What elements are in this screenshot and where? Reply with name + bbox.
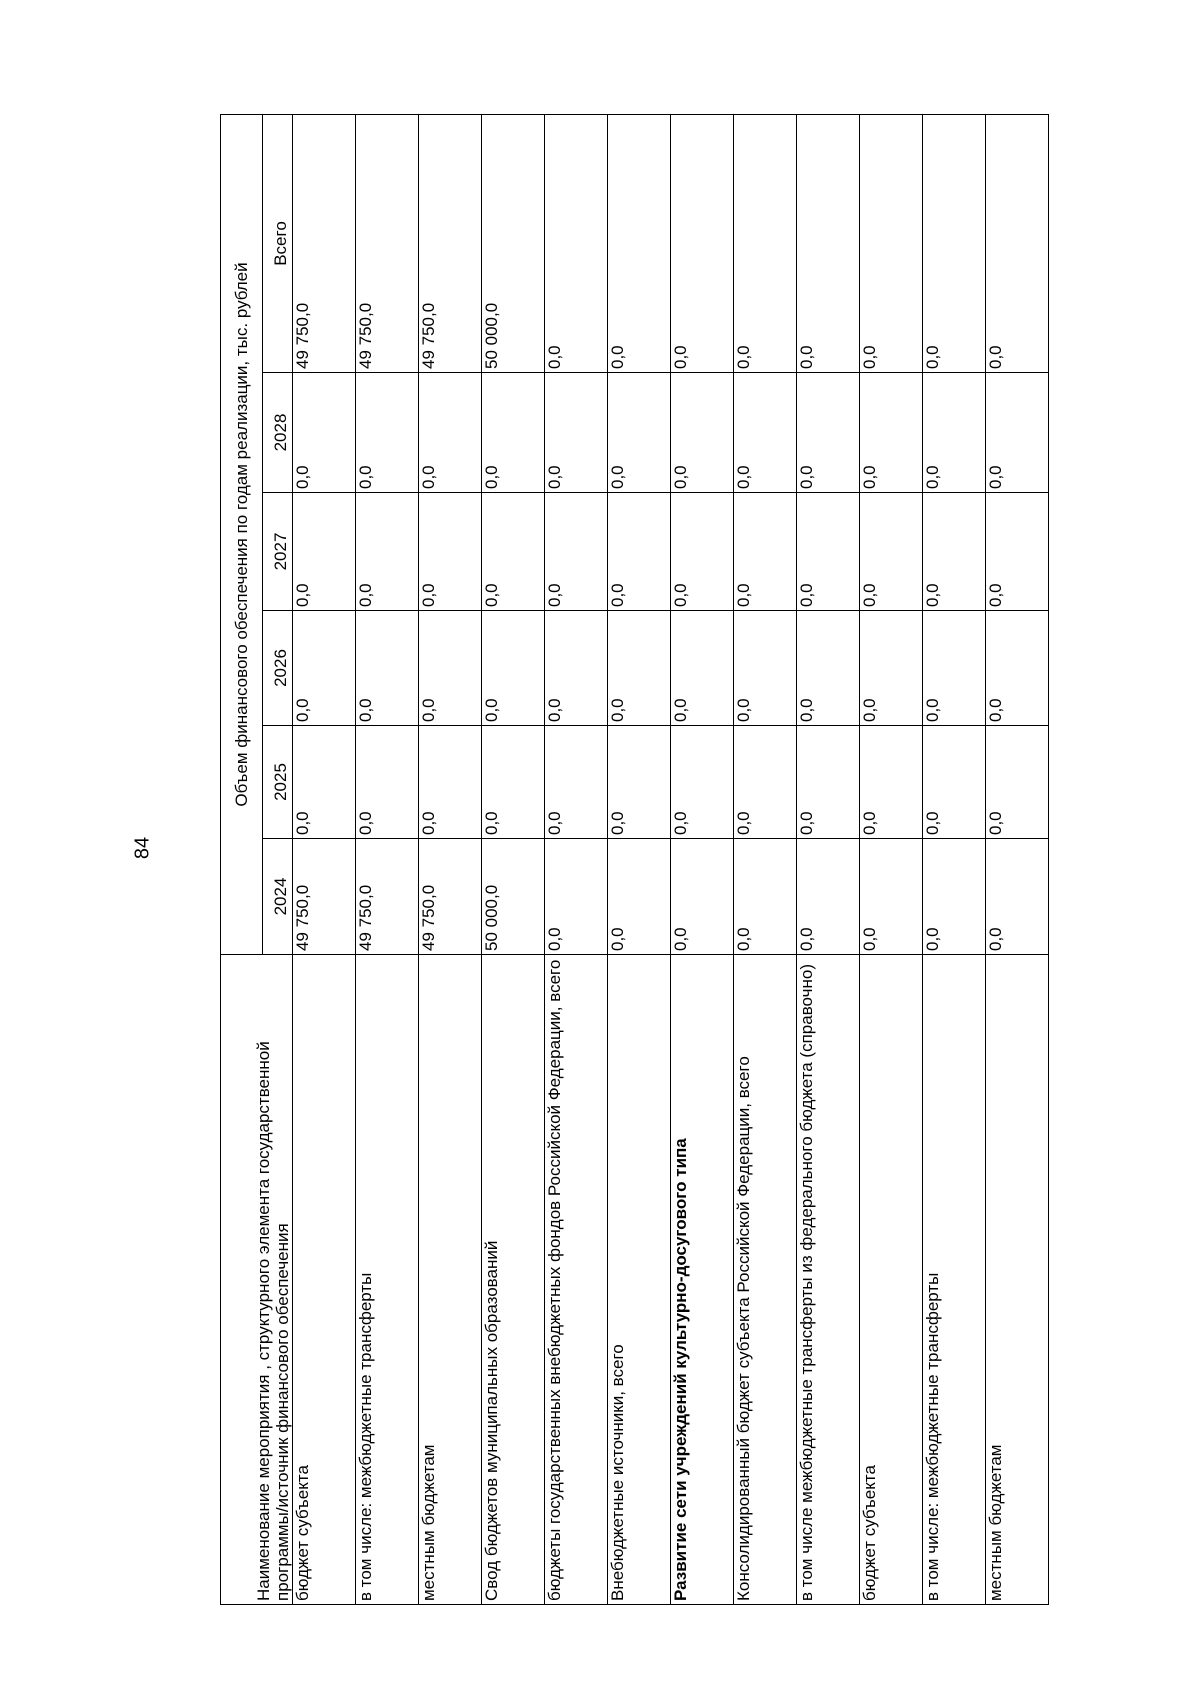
table-row — [608, 115, 671, 1605]
value-cell: 50 000,0 — [482, 839, 545, 955]
value-cell: 49 750,0 — [419, 839, 482, 955]
row-label: в том числе: межбюджетные трансферты — [923, 955, 986, 1605]
row-label: Консолидированный бюджет субъекта Российской Федерации, всего — [734, 955, 797, 1605]
table-row — [545, 115, 608, 1605]
value-cell: 0,0 — [734, 839, 797, 955]
value-cell: 0,0 — [545, 839, 608, 955]
value-cell: 0,0 — [545, 373, 608, 493]
value-cell: 0,0 — [545, 493, 608, 611]
value-cell: 0,0 — [419, 611, 482, 726]
value-cell: 0,0 — [608, 373, 671, 493]
row-label: Свод бюджетов муниципальных образований — [482, 955, 545, 1605]
value-cell: 0,0 — [797, 839, 860, 955]
row-label: Внебюджетные источники, всего — [608, 955, 671, 1605]
year-header: 2028 — [263, 373, 293, 493]
value-cell: 0,0 — [797, 115, 860, 373]
value-cell: 0,0 — [797, 611, 860, 726]
row-label: бюджет субъекта — [293, 955, 356, 1605]
value-cell: 0,0 — [545, 611, 608, 726]
table-row — [671, 115, 734, 1605]
value-cell: 0,0 — [923, 115, 986, 373]
value-cell: 0,0 — [482, 493, 545, 611]
value-cell: 0,0 — [671, 373, 734, 493]
value-cell: 0,0 — [671, 839, 734, 955]
value-cell: 49 750,0 — [356, 839, 419, 955]
financing-group-header: Объем финансового обеспечения по годам реализации, тыс. рублей — [221, 115, 263, 955]
value-cell: 0,0 — [608, 726, 671, 839]
value-cell: 0,0 — [671, 493, 734, 611]
value-cell: 0,0 — [923, 839, 986, 955]
value-cell: 0,0 — [986, 839, 1049, 955]
value-cell: 0,0 — [419, 493, 482, 611]
year-header: Всего — [263, 115, 293, 373]
value-cell: 0,0 — [671, 726, 734, 839]
value-cell: 0,0 — [293, 373, 356, 493]
value-cell: 0,0 — [860, 726, 923, 839]
value-cell: 0,0 — [860, 611, 923, 726]
value-cell: 0,0 — [545, 726, 608, 839]
year-header: 2027 — [263, 493, 293, 611]
value-cell: 0,0 — [608, 839, 671, 955]
value-cell: 50 000,0 — [482, 115, 545, 373]
row-label: местным бюджетам — [419, 955, 482, 1605]
row-label: в том числе межбюджетные трансферты из федерального бюджета (справочно) — [797, 955, 860, 1605]
value-cell: 0,0 — [860, 373, 923, 493]
row-label: бюджет субъекта — [860, 955, 923, 1605]
value-cell: 0,0 — [986, 115, 1049, 373]
value-cell: 0,0 — [860, 115, 923, 373]
value-cell: 0,0 — [293, 493, 356, 611]
value-cell: 0,0 — [734, 115, 797, 373]
value-cell: 0,0 — [860, 839, 923, 955]
row-label: в том числе: межбюджетные трансферты — [356, 955, 419, 1605]
name-column-header: Наименование мероприятия , структурного элемента государственной программы/источник финансового обеспечения — [221, 955, 293, 1605]
value-cell: 0,0 — [293, 611, 356, 726]
row-label: местным бюджетам — [986, 955, 1049, 1605]
table-row — [482, 115, 545, 1605]
page-number: 84 — [131, 836, 154, 860]
value-cell: 0,0 — [419, 726, 482, 839]
table-row — [734, 115, 797, 1605]
value-cell: 0,0 — [356, 373, 419, 493]
row-label: Развитие сети учреждений культурно-досугового типа — [671, 955, 734, 1605]
table-row — [860, 115, 923, 1605]
value-cell: 0,0 — [923, 726, 986, 839]
value-cell: 0,0 — [923, 611, 986, 726]
value-cell: 0,0 — [482, 726, 545, 839]
value-cell: 0,0 — [608, 611, 671, 726]
value-cell: 0,0 — [671, 611, 734, 726]
value-cell: 49 750,0 — [293, 115, 356, 373]
value-cell: 0,0 — [986, 493, 1049, 611]
value-cell: 49 750,0 — [419, 115, 482, 373]
value-cell: 0,0 — [923, 493, 986, 611]
value-cell: 0,0 — [797, 493, 860, 611]
value-cell: 0,0 — [419, 373, 482, 493]
value-cell: 0,0 — [356, 493, 419, 611]
value-cell: 0,0 — [986, 726, 1049, 839]
value-cell: 0,0 — [545, 115, 608, 373]
table-row — [797, 115, 860, 1605]
table-row — [419, 115, 482, 1605]
value-cell: 0,0 — [734, 373, 797, 493]
row-label: бюджеты государственных внебюджетных фондов Российской Федерации, всего — [545, 955, 608, 1605]
value-cell: 0,0 — [293, 726, 356, 839]
value-cell: 0,0 — [356, 611, 419, 726]
value-cell: 0,0 — [797, 726, 860, 839]
rotated-page-content — [220, 115, 1107, 1605]
value-cell: 0,0 — [923, 373, 986, 493]
table-row — [986, 115, 1049, 1605]
value-cell: 0,0 — [734, 726, 797, 839]
table-row — [293, 115, 356, 1605]
table-body — [293, 115, 1049, 1605]
table-row — [923, 115, 986, 1605]
value-cell: 0,0 — [608, 115, 671, 373]
value-cell: 0,0 — [482, 611, 545, 726]
table-row — [356, 115, 419, 1605]
value-cell: 49 750,0 — [293, 839, 356, 955]
value-cell: 0,0 — [734, 611, 797, 726]
value-cell: 0,0 — [986, 373, 1049, 493]
year-header: 2026 — [263, 611, 293, 726]
value-cell: 49 750,0 — [356, 115, 419, 373]
value-cell: 0,0 — [671, 115, 734, 373]
value-cell: 0,0 — [860, 493, 923, 611]
value-cell: 0,0 — [797, 373, 860, 493]
value-cell: 0,0 — [608, 493, 671, 611]
value-cell: 0,0 — [482, 373, 545, 493]
year-header: 2024 — [263, 839, 293, 955]
financing-table — [220, 114, 1049, 1605]
value-cell: 0,0 — [356, 726, 419, 839]
year-header: 2025 — [263, 726, 293, 839]
value-cell: 0,0 — [734, 493, 797, 611]
value-cell: 0,0 — [986, 611, 1049, 726]
